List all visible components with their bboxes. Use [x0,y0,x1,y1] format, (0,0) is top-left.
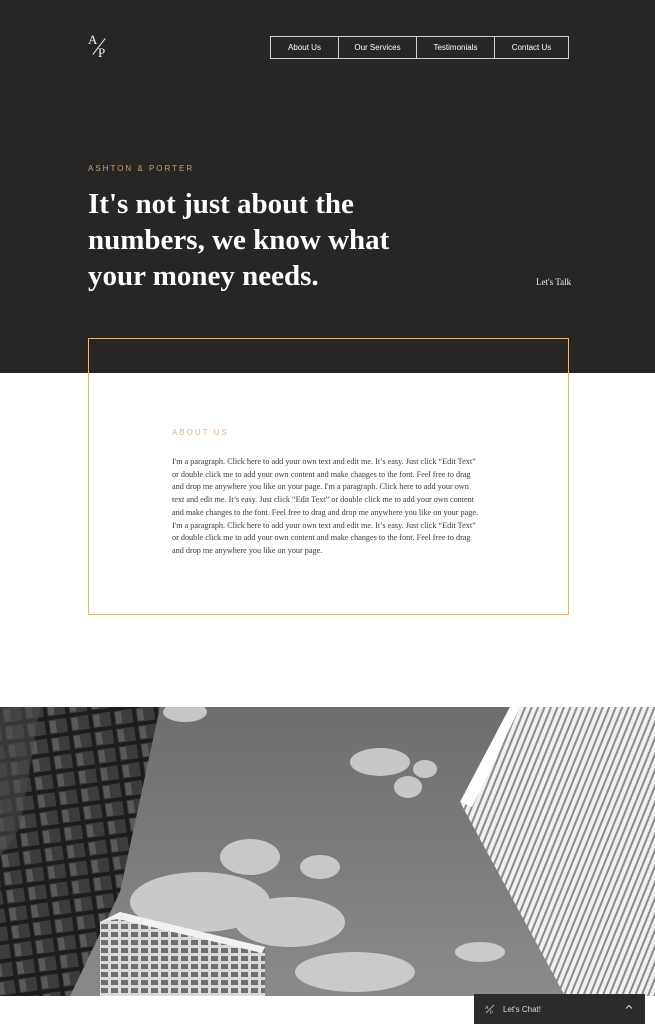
lets-talk-link[interactable]: Let's Talk [536,277,572,287]
about-heading: ABOUT US [172,428,229,437]
brand-name: ASHTON & PORTER [88,164,195,173]
hero-section [0,0,655,373]
chat-logo-icon [485,1004,495,1014]
nav-item-contact-us[interactable]: Contact Us [511,43,552,52]
nav-item-about-us[interactable]: About Us [271,37,339,58]
site-logo[interactable] [86,33,112,61]
svg-text:A: A [485,1006,489,1011]
city-skyscrapers-photo [0,707,655,996]
main-nav [270,36,569,59]
nav-item-testimonials[interactable]: Testimonials [417,37,495,58]
svg-text:P: P [490,1011,493,1014]
hero-headline: It's not just about the numbers, we know what your money needs. [88,188,390,292]
logo-letter-p: P [98,45,106,60]
about-paragraph: I'm a paragraph. Click here to add your own text and edit me. It’s easy. Just click “Edit Text” or double click me to add your own content and make changes to the font. Feel free to drag and drop me anywhere you like on your page. I'm a paragraph. Click here to add your own text and edit me. It’s easy. Just click “Edit Text” or double click me to add your own content and make changes to the font. Feel free to drag and drop me anywhere you like on your page. I'm a paragraph. Click here to add your own text and edit me. It’s easy. Just click “Edit Text” or double click me to add your own content and make changes to the font. Feel free to drag and drop me anywhere you like on your page. [172,457,479,555]
chat-widget[interactable] [474,994,645,1024]
chat-label: Let's Chat! [503,1005,541,1014]
chevron-up-icon[interactable] [625,1003,633,1011]
logo-letter-a: A [88,32,98,47]
nav-item-our-services[interactable]: Our Services [339,37,417,58]
